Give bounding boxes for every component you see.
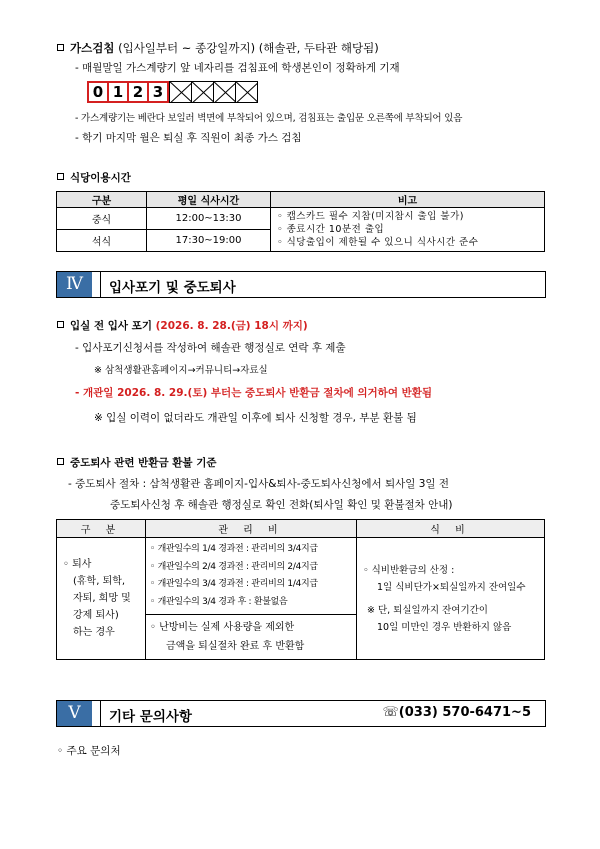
food-rule: ※ 단, 퇴실일까지 잔여기간이 xyxy=(367,604,488,616)
food-rule: 10일 미만인 경우 반환하지 않음 xyxy=(377,621,512,633)
gas-digit: 2 xyxy=(127,81,149,103)
mgmt-rule: ◦ 개관일수의 2/4 경과전 : 관리비의 2/4지급 xyxy=(150,561,318,572)
refund-category xyxy=(57,538,146,660)
category-line: 강제 퇴사) xyxy=(73,610,119,621)
food-rule: ◦ 식비반환금의 산정 : xyxy=(363,564,455,576)
mgmt-rule: ◦ 개관일수의 3/4 경과 후 : 환불없음 xyxy=(150,596,288,607)
heating-line: ◦ 난방비는 실제 사용량을 제외한 xyxy=(150,622,295,633)
refund-header: 식 비 xyxy=(357,520,545,538)
meal-note: ◦ 식당출입이 제한될 수 있으니 식사시간 준수 xyxy=(277,237,479,248)
mgmt-rule: ◦ 개관일수의 3/4 경과전 : 관리비의 1/4지급 xyxy=(150,579,318,589)
prejoin-line-4: ※ 입실 이력이 없더라도 개관일 이후에 퇴사 신청할 경우, 부분 환불 됨 xyxy=(94,412,417,424)
section-5-header xyxy=(56,700,546,727)
section-title: 기타 문의사항 xyxy=(109,709,192,725)
section-number: Ⅳ xyxy=(57,272,92,297)
refund-header: 구 분 xyxy=(57,520,146,538)
meal-heading xyxy=(57,170,131,185)
gas-line-1: - 매월말일 가스계량기 앞 네자리를 검침표에 학생본인이 정확하게 기재 xyxy=(75,62,400,74)
refund-heating-rule xyxy=(146,615,357,660)
meal-note: ◦ 종료시간 10분전 출입 xyxy=(277,224,385,235)
refund-line-1: - 중도퇴사 절차 : 삼척생활관 홈페이지-입사&퇴사-중도퇴사신청에서 퇴사일 3일 전 xyxy=(68,478,450,490)
contact-phone: ☏(033) 570-6471~5 xyxy=(382,705,531,720)
checkbox-bullet-icon xyxy=(57,44,64,51)
gas-line-2: - 가스계량기는 베란다 보일러 벽면에 부착되어 있으며, 검침표는 출입문 오른쪽에 부착되어 있음 xyxy=(75,113,463,124)
refund-line-2: 중도퇴사신청 후 해솔관 행정실로 확인 전화(퇴사일 확인 및 환불절차 안내) xyxy=(110,499,453,511)
gas-heading-rest: (입사일부터 ~ 종강일까지) (해솔관, 두타관 해당됨) xyxy=(114,41,379,55)
crossed-box-icon xyxy=(235,81,258,103)
refund-mgmt-rules xyxy=(146,538,357,615)
checkbox-bullet-icon xyxy=(57,321,64,328)
meal-heading-label: 식당이용시간 xyxy=(70,172,131,184)
section-title: 입사포기 및 중도퇴사 xyxy=(109,280,236,296)
category-line: 하는 경우 xyxy=(73,627,115,638)
prejoin-line-2: ※ 삼척생활관홈페이지→커뮤니티→자료실 xyxy=(94,365,268,376)
section-4-header xyxy=(56,271,546,298)
mgmt-rule: ◦ 개관일수의 1/4 경과전 : 관리비의 3/4지급 xyxy=(150,544,318,554)
checkbox-bullet-icon xyxy=(57,173,64,180)
category-line: (휴학, 퇴학, xyxy=(73,576,126,587)
gas-digit: 1 xyxy=(107,81,129,103)
gas-reading-boxes xyxy=(87,81,257,103)
gas-heading xyxy=(57,40,379,56)
gas-digit: 0 xyxy=(87,81,109,103)
refund-table xyxy=(56,519,545,660)
crossed-box-icon xyxy=(213,81,236,103)
meal-time-table xyxy=(56,191,545,252)
refund-header: 관 리 비 xyxy=(146,520,357,538)
meal-header: 비고 xyxy=(271,192,545,208)
food-rule: 1일 식비단가×퇴실일까지 잔여일수 xyxy=(377,581,526,593)
category-line: 자퇴, 희망 및 xyxy=(73,593,131,604)
meal-header: 구분 xyxy=(57,192,147,208)
meal-time: 17:30~19:00 xyxy=(147,230,271,252)
prejoin-deadline: (2026. 8. 28.(금) 18시 까지) xyxy=(155,320,308,332)
meal-header: 평일 식사시간 xyxy=(147,192,271,208)
prejoin-line-3: - 개관일 2026. 8. 29.(토) 부터는 중도퇴사 반환금 절차에 의거하여 반환됨 xyxy=(75,387,433,399)
category-line: ◦ 퇴사 xyxy=(63,559,92,570)
meal-name: 석식 xyxy=(57,230,147,252)
crossed-box-icon xyxy=(191,81,214,103)
prejoin-line-1: - 입사포기신청서를 작성하여 해솔관 행정실로 연락 후 제출 xyxy=(75,342,346,354)
gas-digit: 3 xyxy=(147,81,169,103)
refund-heading xyxy=(57,455,216,470)
prejoin-label: 입실 전 입사 포기 xyxy=(70,320,156,332)
meal-name: 중식 xyxy=(57,208,147,230)
checkbox-bullet-icon xyxy=(57,458,64,465)
prejoin-heading xyxy=(57,318,308,333)
refund-food-rules xyxy=(357,538,545,660)
meal-notes xyxy=(271,208,545,252)
gas-line-3: - 학기 마지막 월은 퇴실 후 직원이 최종 가스 검침 xyxy=(75,132,302,144)
meal-note: ◦ 캡스카드 필수 지참(미지참시 출입 불가) xyxy=(277,211,464,222)
crossed-box-icon xyxy=(169,81,192,103)
refund-heading-label: 중도퇴사 관련 반환금 환불 기준 xyxy=(70,457,217,469)
gas-heading-label: 가스검침 xyxy=(70,41,115,55)
contact-label: ◦ 주요 문의처 xyxy=(57,745,121,757)
meal-time: 12:00~13:30 xyxy=(147,208,271,230)
heating-line: 금액을 퇴실절차 완료 후 반환함 xyxy=(166,641,305,652)
section-number: Ⅴ xyxy=(57,701,92,726)
